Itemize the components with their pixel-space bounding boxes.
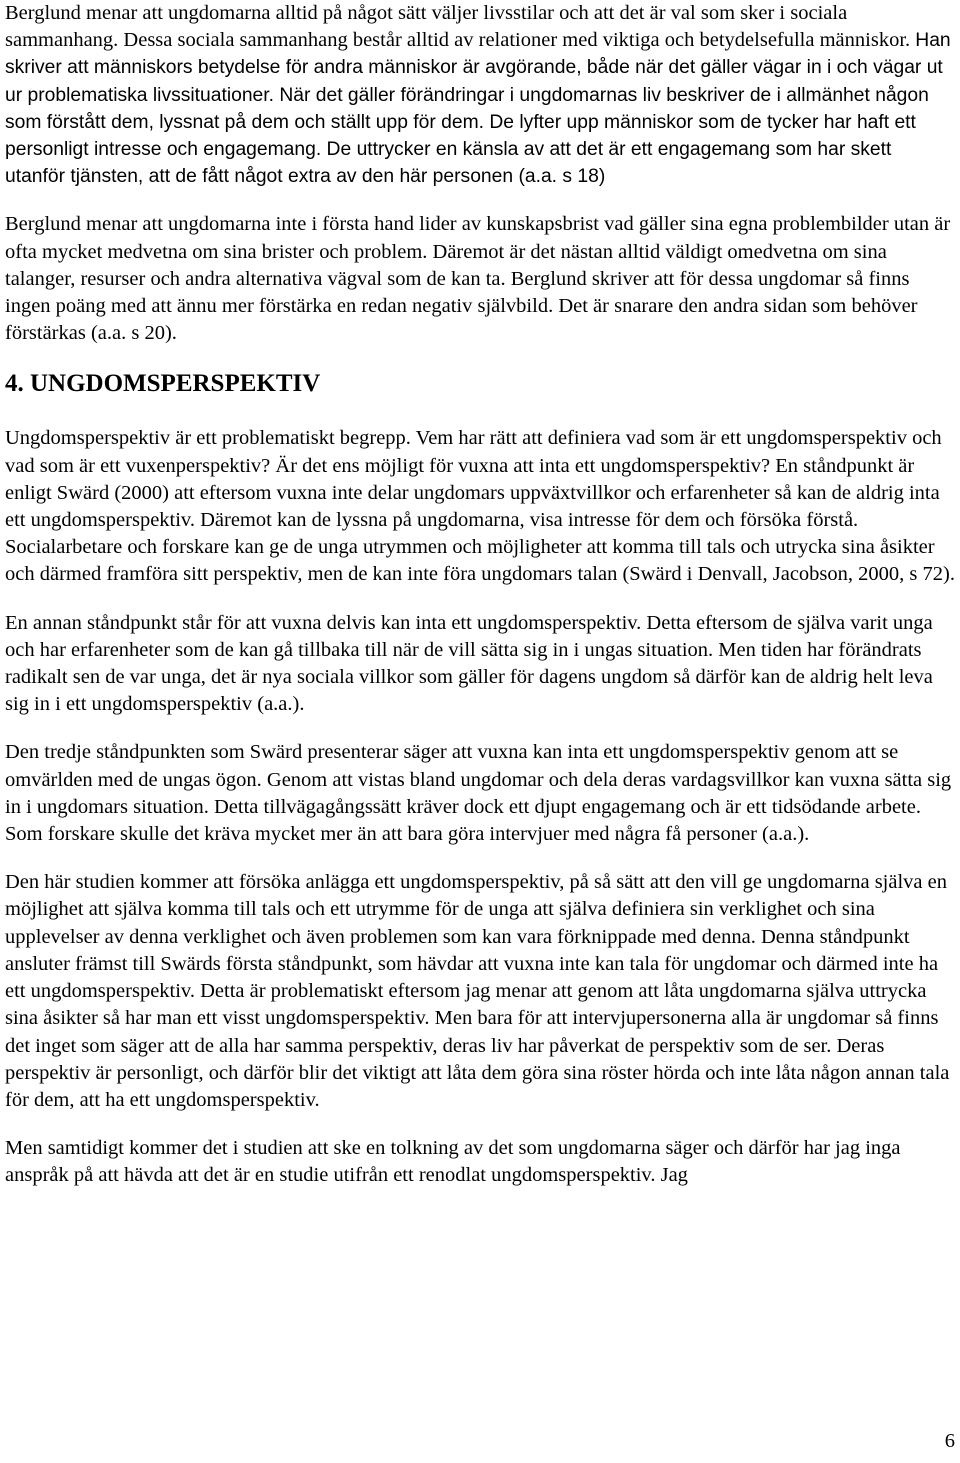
- paragraph-segment: Han skriver att människors betydelse för andra människor är avgörande, både när det gäller vägar in i och vägar ut ur problematiska livssituationer. När det gäller förändringar i ungdomarnas liv beskriver de i allmänhet någon som förstått dem, lyssnat på dem och ställt upp för dem. De lyfter upp människor som de tycker har haft ett personligt intresse och engagemang. De uttrycker en känsla av att det är ett engagemang som har skett utanför tjänsten, att de fått något extra av den här personen (a.a. s 18): [5, 30, 951, 188]
- paragraph-segment: Berglund menar att ungdomarna inte i första hand lider av kunskapsbrist vad gäller sina egna problembilder utan är ofta mycket medvetna om sina brister och problem.: [5, 213, 951, 263]
- paragraph-samtidigt: Men samtidigt kommer det i studien att ske en tolkning av det som ungdomarna säger och därför har jag inga anspråk på att hävda att det är en studie utifrån ett renodlat ungdomsperspektiv. Jag: [5, 1137, 901, 1187]
- paragraph-tredje-standpunkt: Den tredje ståndpunkten som Swärd presenterar säger att vuxna kan inta ett ungdomsperspektiv genom att se omvärlden med de ungas ögon. Genom att vistas bland ungdomar och dela deras vardagsvillkor kan vuxna sätta sig in i ungdomars situation. Detta tillvägagångssätt kräver dock ett djupt engagemang och är ett tidsödande arbete. Som forskare skulle det kräva mycket mer än att bara göra intervjuer med några få personer (a.a.).: [5, 741, 952, 846]
- paragraph-annan-standpunkt: En annan ståndpunkt står för att vuxna delvis kan inta ett ungdomsperspektiv. Detta eftersom de själva varit unga och har erfarenheter som de kan gå tillbaka till när de vill sätta sig in i ungas situation. Men tiden har förändrats radikalt sen de var unga, det är nya sociala villkor som gäller för dagens ungdom så därför kan de aldrig helt leva sig in i ett ungdomsperspektiv (a.a.).: [5, 611, 933, 716]
- paragraph-berglund-kunskapsbrist: [5, 211, 955, 347]
- section-heading: 4. UNGDOMSPERSPEKTIV: [5, 370, 321, 398]
- paragraph-segment: Däremot är det nästan alltid väldigt omedvetna om sina talanger, resurser och andra alternativa vägval som de kan ta. Berglund skriver att för dessa ungdomar så finns ingen poäng med att ännu mer förstärka en redan negativ självbild. Det är snarare den andra sidan som behöver förstärkas (a.a. s 20).: [5, 240, 918, 345]
- paragraph-studien: Den här studien kommer att försöka anlägga ett ungdomsperspektiv, på så sätt att den vill ge ungdomarna själva en möjlighet att själva komma till tals och ett utrymme för de unga att själva definiera sin verklighet och sina upplevelser av denna verklighet och även problemen som kan vara förknippade med denna. Denna ståndpunkt ansluter främst till Swärds första ståndpunkt, som hävdar att vuxna inte kan tala för ungdomar och därmed inte ha ett ungdomsperspektiv. Detta är problematiskt eftersom jag menar att genom att låta ungdomarna själva uttrycka sina åsikter så har man ett visst ungdomsperspektiv. Men bara för att intervjupersonerna alla är ungdomar så finns det inget som säger att de alla har samma perspektiv, deras liv har påverkat de perspektiv som de ser. Deras perspektiv är personligt, och därför blir det viktigt att låta dem göra sina röster hörda och inte låta någon annan tala för dem, att ha ett ungdomsperspektiv.: [5, 871, 950, 1111]
- paragraph-berglund-livsstilar: [5, 0, 955, 190]
- page-number: 6: [944, 1430, 955, 1452]
- document-page: [5, 0, 955, 1190]
- paragraph-segment: Berglund menar att ungdomarna alltid på något sätt väljer livsstilar och att det är val som sker i sociala sammanhang. Dessa sociala sammanhang består alltid av relationer med viktiga och betydelsefulla människor.: [5, 2, 916, 52]
- paragraph-ungdomsperspektiv-begrepp: Ungdomsperspektiv är ett problematiskt begrepp. Vem har rätt att definiera vad som är ett ungdomsperspektiv och vad som är ett vuxenperspektiv? Är det ens möjligt för vuxna att inta ett ungdomsperspektiv? En ståndpunkt är enligt Swärd (2000) att eftersom vuxna inte delar ungdomars uppväxtvillkor och erfarenheter så kan de aldrig inta ett ungdomsperspektiv. Däremot kan de lyssna på ungdomarna, visa intresse för dem och försöka förstå. Socialarbetare och forskare kan ge de unga utrymmen och möjligheter att komma till tals och utrycka sina åsikter och därmed framföra sitt perspektiv, men de kan inte föra ungdomars talan (Swärd i Denvall, Jacobson, 2000, s 72).: [5, 427, 955, 586]
